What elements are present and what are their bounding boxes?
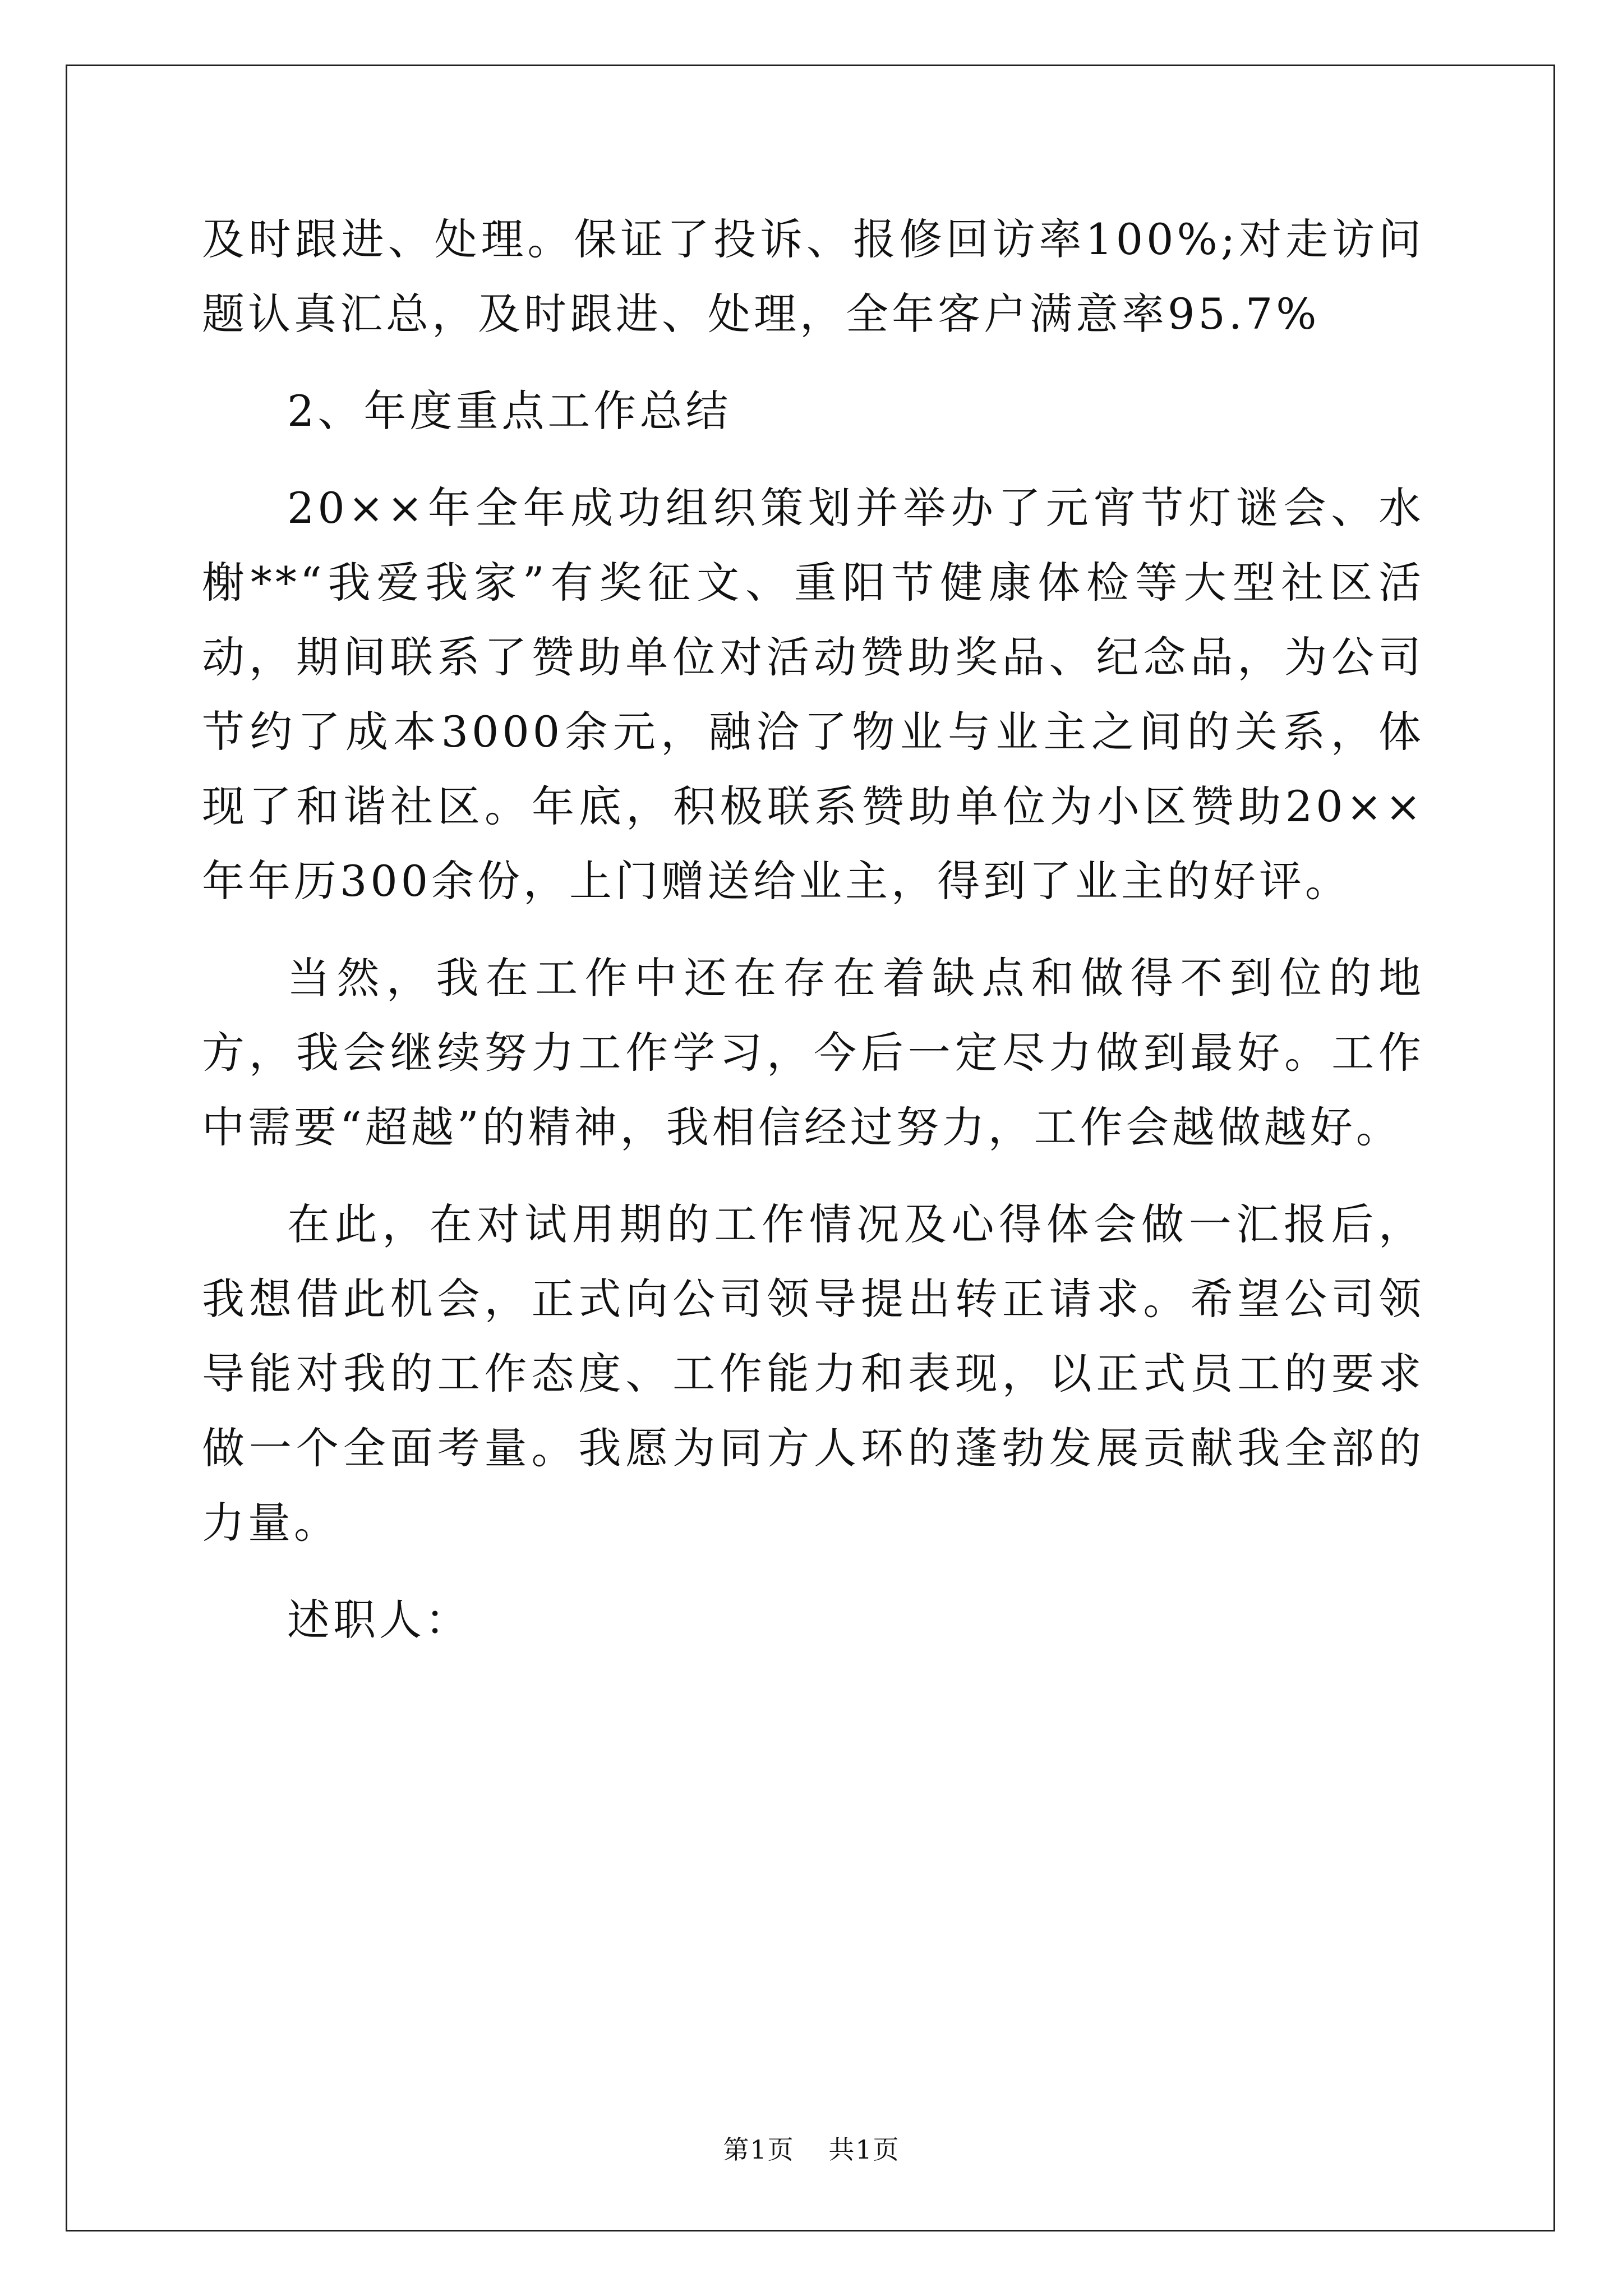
paragraph-1: 及时跟进、处理。保证了投诉、报修回访率100%;对走访问题认真汇总，及时跟进、处理，全年客户满意率95.7%: [202, 214, 1424, 339]
page-total: 共1页: [828, 2134, 900, 2165]
page-footer: [0, 2133, 1623, 2166]
signature-line: 述职人：: [287, 1595, 471, 1645]
document-body: [202, 202, 1424, 1680]
paragraph-5: 在此，在对试用期的工作情况及心得体会做一汇报后，我想借此机会，正式向公司领导提出转正请求。希望公司领导能对我的工作态度、工作能力和表现，以正式员工的要求做一个全面考量。我愿为同方人环的蓬勃发展贡献我全部的力量。: [202, 1199, 1424, 1548]
section-heading: 2、年度重点工作总结: [287, 386, 732, 436]
paragraph-3: 20××年全年成功组织策划并举办了元宵节灯谜会、水榭**“我爱我家”有奖征文、重阳节健康体检等大型社区活动，期间联系了赞助单位对活动赞助奖品、纪念品，为公司节约了成本3000余元，融洽了物业与业主之间的关系，体现了和谐社区。年底，积极联系赞助单位为小区赞助20××年年历300余份，上门赠送给业主，得到了业主的好评。: [202, 483, 1424, 906]
page-number: 第1页: [723, 2134, 795, 2165]
paragraph-4: 当然，我在工作中还在存在着缺点和做得不到位的地方，我会继续努力工作学习，今后一定尽力做到最好。工作中需要“超越”的精神，我相信经过努力，工作会越做越好。: [202, 953, 1424, 1152]
